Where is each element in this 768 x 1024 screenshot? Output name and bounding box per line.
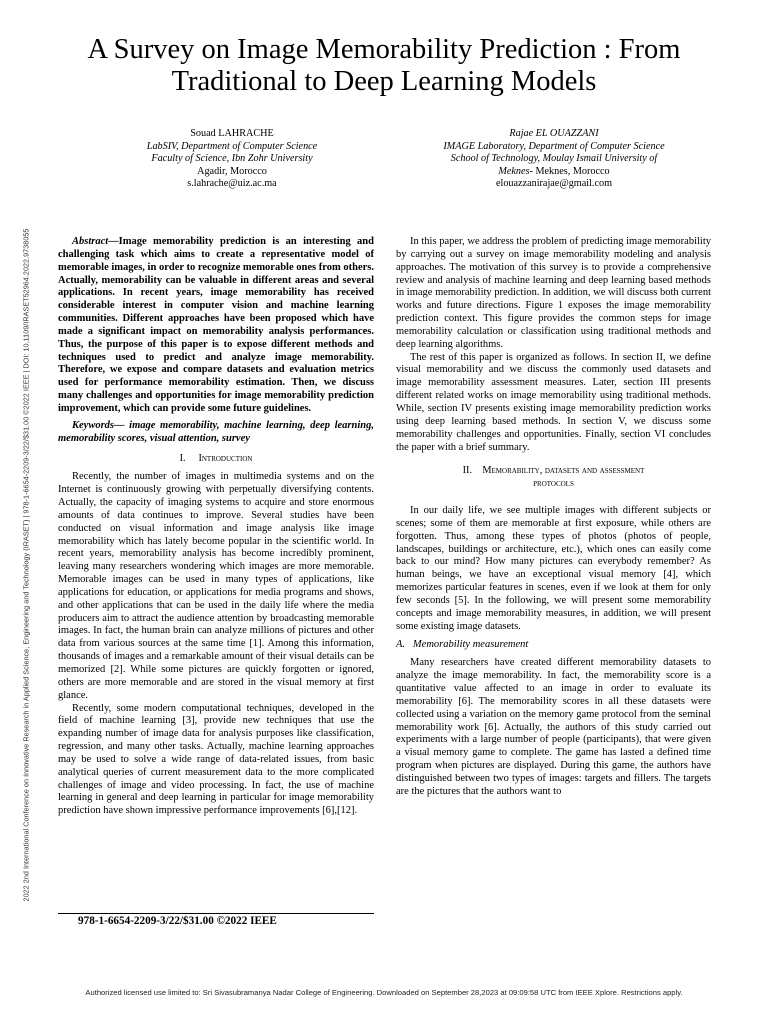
body-paragraph: Recently, the number of images in multimedia systems and on the Internet is continuously growing with perpetually diversifying contents. Actually, the capacity of imaging systems to acquire and store enormous amounts of data continues to improve. Several studies have been conducted on visual information and image analysis like image memorability which has lately become popular in the scientific world. In recent years, memorability analysis has become incredibly prominent, leaving many researchers wondering which images are more memorable. Memorable images can be used in many types of applications, like applications for education, or applications for media programs and shows, and other applications that can be used in the daily life where the media producers aim to attract the audience attention by broadcasting memorable images. In fact, the human brain can analyze millions of pictures and other data from various sources at the same time [1]. Among this information, thousands of images and a remarkable amount of their visual details can be memorized [2]. While some pictures are quickly forgotten or ignored, others are more memorable and are stored in the visual memory at first glance.: [58, 471, 374, 701]
right-column: [396, 236, 711, 799]
author-name: Rajae EL OUAZZANI: [509, 128, 599, 139]
footer-isbn: 978-1-6654-2209-3/22/$31.00 ©2022 IEEE: [78, 915, 277, 927]
author-email: elouazzanirajae@gmail.com: [495, 178, 612, 190]
abstract-text: Image memorability prediction is an interesting and challenging task which aims to create a representative model of memorable images, in order to recognize memorable ones from others. Actually, memorability can be valuable in different areas and several applications. In recent years, image memorability has received considerable interest in computer vision and machine learning communities. Different approaches have been proposed which have made a significant impact on memorability analysis performances. Thus, the purpose of this paper is to expose different methods and techniques used to predict and analyze image memorability. Therefore, we expose and compare datasets and evaluation metrics used for performance memorability estimation. Then, we discuss many challenges and opportunities for image memorability prediction improvement, which can provide some future guidelines.: [58, 236, 374, 414]
keywords: Keywords— image memorability, machine learning, deep learning, memorability scores, visual attention, survey: [58, 419, 374, 444]
abstract-label: Abstract—: [72, 236, 119, 247]
body-paragraph: Many researchers have created different memorability datasets to analyze the image memorability. In fact, the memorability score is a quantitative value affected to an image in order to evaluate its memorability [6]. The memorability scores in all these datasets were collected using a variation on the memory game protocol from the seminal memorability work [6]. Actually, the authors of this study carried out experiments with a large number of people (participants), that were given a visual memory game to complete. The game has lasted a defined time program when pictures are displayed. During this game, the authors have distinguished between two types of images: targets and fillers. The targets are the pictures that the authors want to: [396, 657, 711, 797]
title-line-2: Traditional to Deep Learning Models: [171, 66, 597, 97]
author-faculty: Faculty of Science, Ibn Zohr University: [151, 153, 313, 165]
author-block-2: [422, 128, 686, 191]
side-citation-text: 2022 2nd International Conference on Innovative Research in Applied Science, Engineering and Technology (IRASET) | 978-1-6654-2209-3/22/$31.00 ©2022 IEEE | DOI: 10.1109/IRASET52964.2022.9738055: [21, 228, 31, 902]
author-affiliation: LabSIV, Department of Computer Science: [146, 140, 318, 152]
body-paragraph: In this paper, we address the problem of predicting image memorability by carrying out a survey on image memorability modeling and analysis approaches. The motivation of this survey is to provide a comprehensive review and analysis of machine learning and deep learning based methods in image memorability prediction. In addition, we will discuss both current works and future directions. Figure 1 exposes the image memorability prediction context. This figure provides the common steps for image memorability calculation or classification using traditional methods and deep learning algorithms.: [396, 236, 711, 350]
section-heading-1: I. Introduction: [179, 452, 253, 464]
license-footer: Authorized licensed use limited to: Sri Sivasubramanya Nadar College of Engineering. Downloaded on September 28,2023 at 09:09:58 UTC from IEEE Xplore. Restrictions apply.: [85, 988, 683, 997]
paper-title: [40, 34, 728, 98]
author-faculty: School of Technology, Moulay Ismail University of: [450, 153, 658, 165]
section-heading-2: II. Memorability, datasets and assessment protocols: [462, 465, 645, 490]
left-column: [58, 236, 374, 818]
author-email: s.lahrache@uiz.ac.ma: [187, 178, 277, 190]
subsection-heading-a: A. Memorability measurement: [396, 639, 529, 651]
body-paragraph: The rest of this paper is organized as follows. In section II, we define visual memorability and we discuss the commonly used datasets and image memorability assessment measures. Later, section III presents different related works on image memorability using traditional methods. While, section IV presents existing image memorability prediction works using deep learning based methods. In section V, we discuss some memorability challenges and opportunities. Finally, section VI concludes the paper with a brief summary.: [396, 351, 711, 453]
author-faculty-city: Meknes- Meknes, Morocco: [498, 165, 610, 177]
footer-rule: [58, 913, 374, 914]
author-affiliation: IMAGE Laboratory, Department of Computer Science: [443, 140, 665, 152]
author-block-1: [112, 128, 352, 191]
author-name: Souad LAHRACHE: [190, 128, 274, 139]
title-line-1: A Survey on Image Memorability Prediction : From: [87, 34, 681, 65]
body-paragraph: In our daily life, we see multiple images with different subjects or scenes; some of them are memorable at first exposure, while others are forgotten. Thus, among these types of photos (photos of people, landscapes, buildings or architecture, etc.), which ones can easily come back to our mind? How many pictures can everybody remember? As human beings, we have an exceptional visual memory [4], which memorizes particular features in scenes, even if we look at them for only few seconds [5]. In the following, we will present some memorability concepts and image memorability measures, in addition, we will present some existing image datasets.: [396, 505, 711, 632]
body-paragraph: Recently, some modern computational techniques, developed in the field of machine learning [3], provide new techniques that use the expanding number of image data for analysis purposes like classification, regression, and many other tasks. Actually, machine learning approaches may be used to solve a wide range of data-related issues, from basic analytical queries of current measurement data to the more complicated challenges of image and video processing. In fact, the use of machine learning in general and deep learning in particular for image memorability prediction have shown impressive performance improvements [6],[12].: [58, 702, 374, 817]
author-location: Agadir, Morocco: [197, 165, 267, 177]
abstract: [58, 236, 374, 416]
